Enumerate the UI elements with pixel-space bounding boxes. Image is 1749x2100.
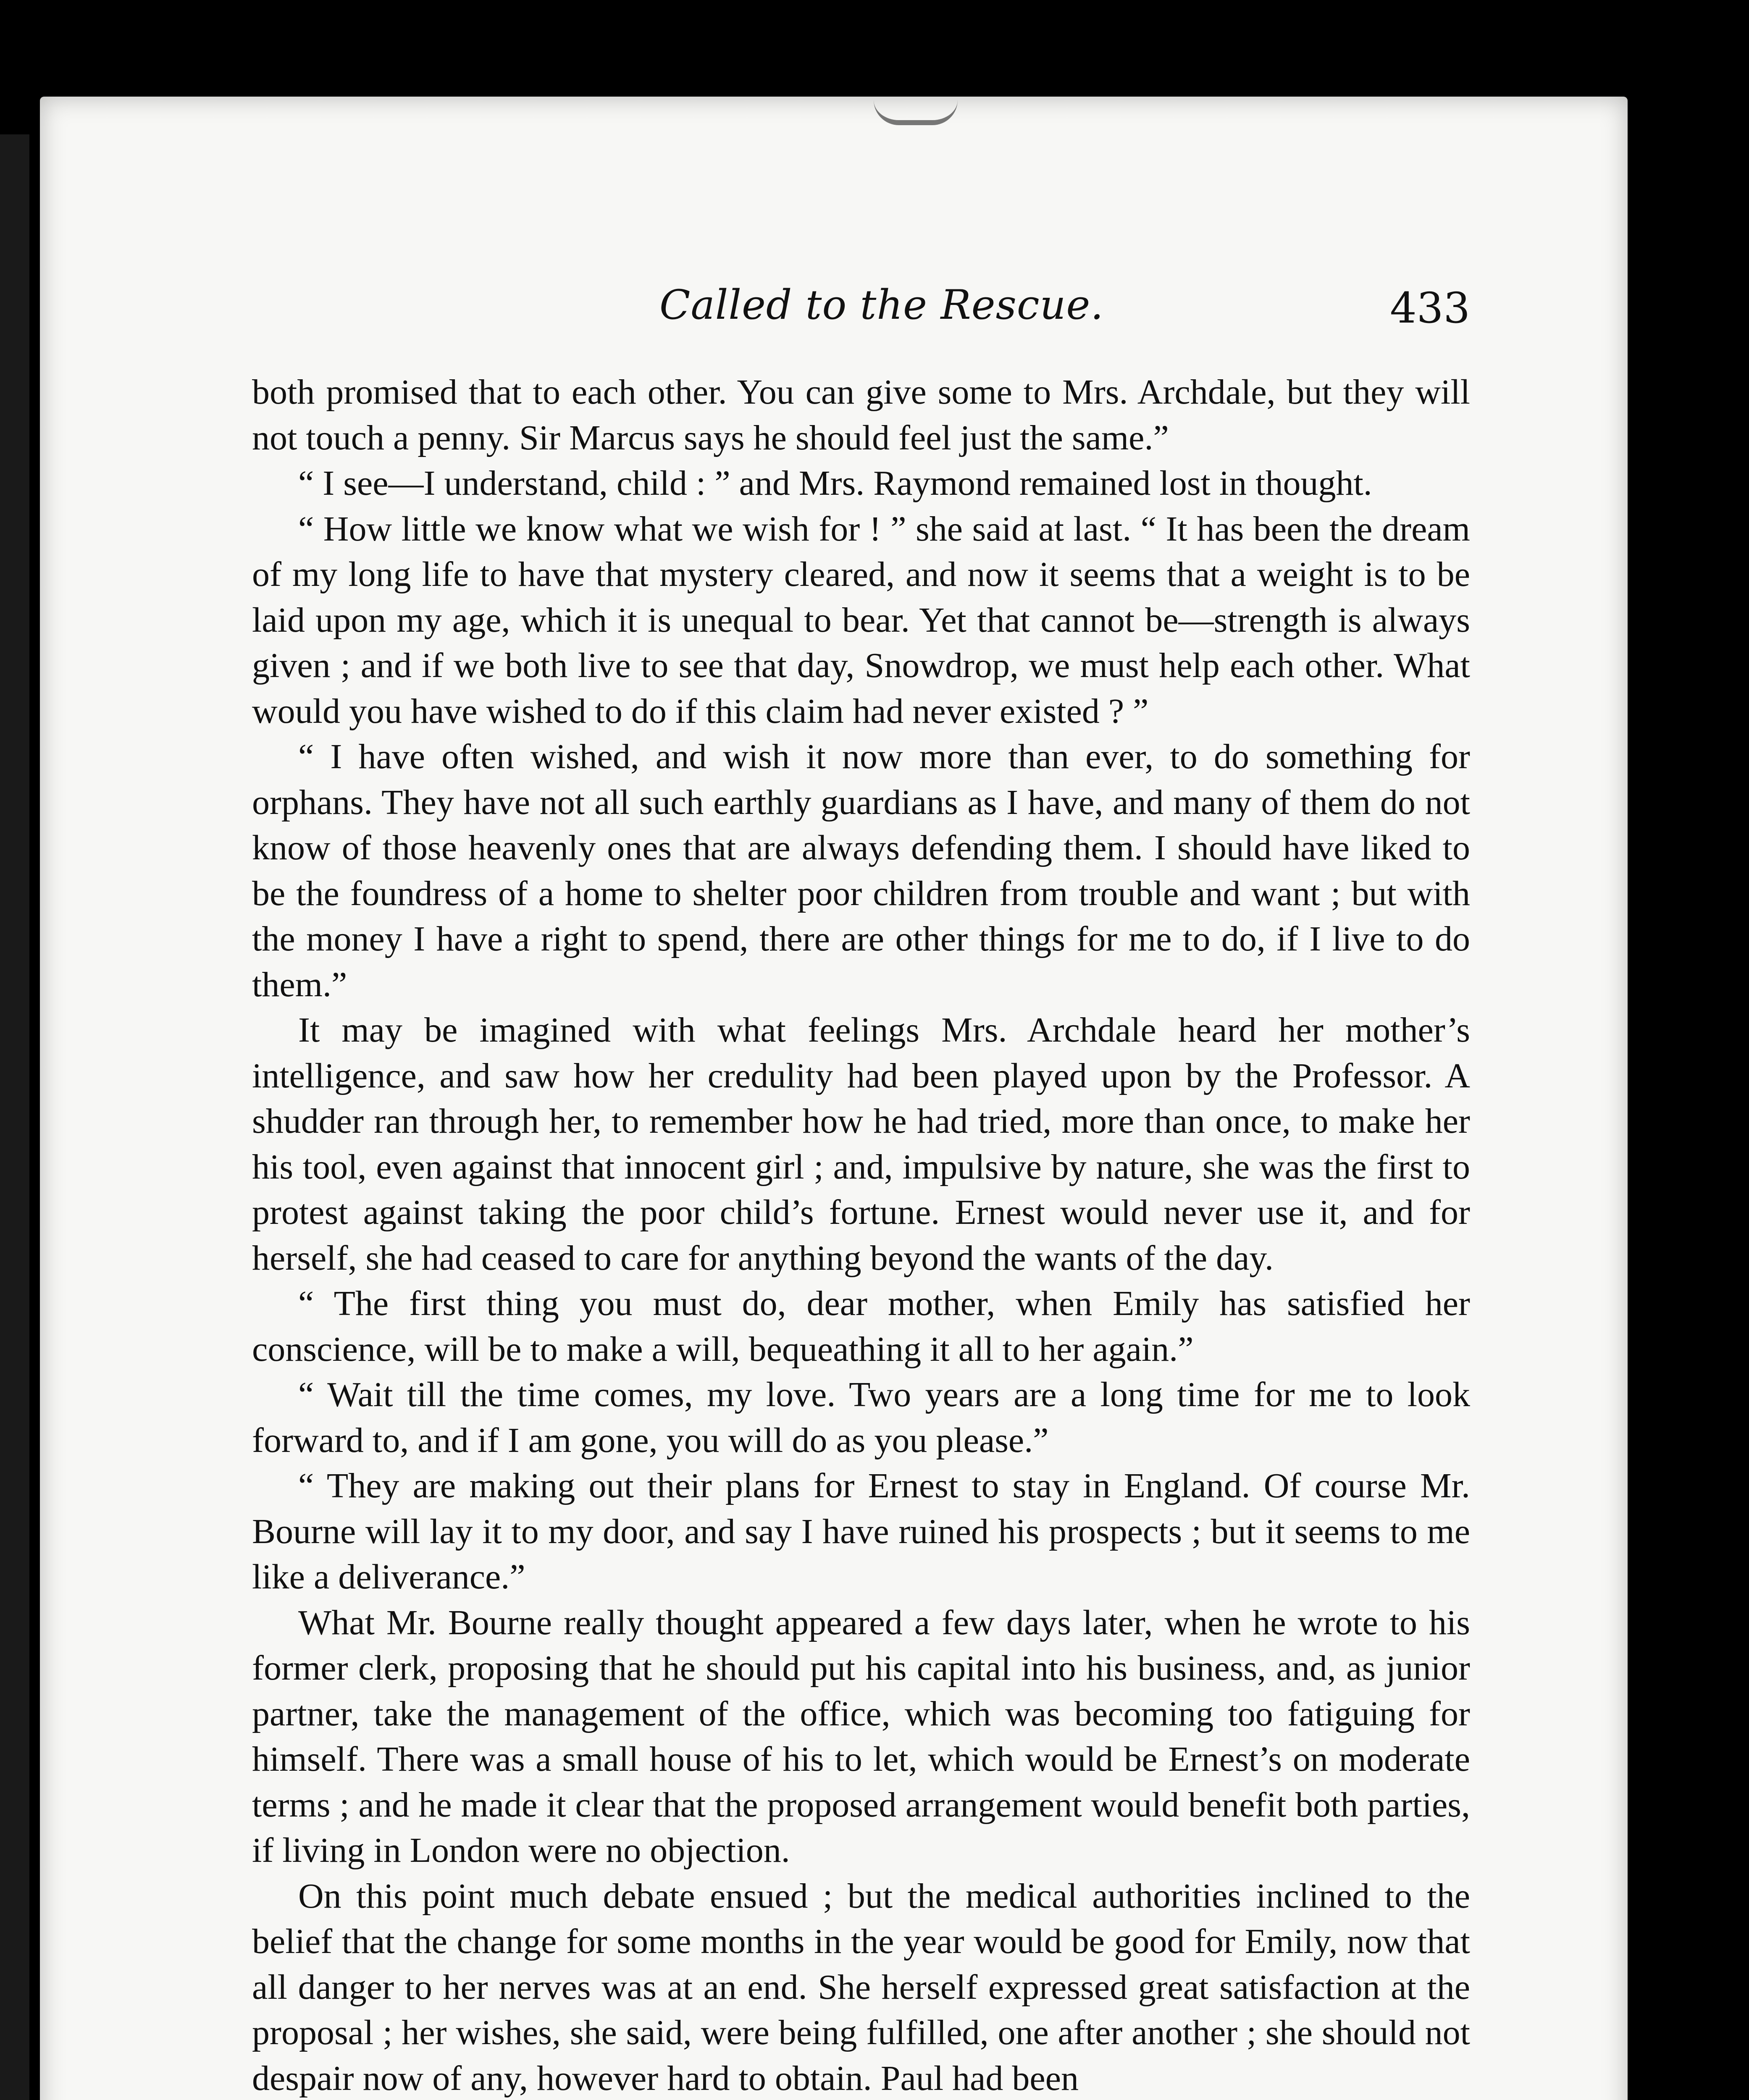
paragraph: What Mr. Bourne really thought appeared a few days later, when he wrote to his former clerk, proposing that he should put his capital into his business, and, as junior partner, take the management of the office, which was becoming too fatiguing for himself. There was a small house of his to let, which would be Ernest’s on moderate terms ; and he made it clear that the proposed arrangement would benefit both parties, if living in London were no objection.	[252, 1603, 1470, 1870]
body-text	[252, 370, 1470, 2100]
binding-mark	[874, 99, 958, 125]
paragraph: “ They are making out their plans for Ernest to stay in England. Of course Mr. Bourne will lay it to my door, and say I have ruined his prospects ; but it seems to me like a deliverance.”	[252, 1466, 1470, 1596]
book-spine-edge	[0, 134, 29, 2100]
page-header	[260, 273, 1470, 336]
page-number: 433	[1390, 284, 1470, 333]
paragraph: “ Wait till the time comes, my love. Two years are a long time for me to look forward to, and if I am gone, you will do as you please.”	[252, 1375, 1470, 1460]
paragraph: “ The first thing you must do, dear mother, when Emily has satisfied her conscience, will be to make a will, bequeathing it all to her again.”	[252, 1284, 1470, 1369]
paragraph: both promised that to each other. You can give some to Mrs. Archdale, but they will not touch a penny. Sir Marcus says he should feel just the same.”	[252, 373, 1470, 457]
paragraph: On this point much debate ensued ; but the medical authorities inclined to the belief that the change for some months in the year would be good for Emily, now that all danger to her nerves was at an end. She herself expressed great satisfaction at the proposal ; her wishes, she said, were being fulfilled, one after another ; she should not despair now of any, however hard to obtain. Paul had been	[252, 1876, 1470, 2098]
paragraph: “ I see—I understand, child : ” and Mrs. Raymond remained lost in thought.	[298, 464, 1372, 503]
paragraph: “ I have often wished, and wish it now more than ever, to do something for orphans. They have not all such earthly guardians as I have, and many of them do not know of those heavenly ones that are always defending them. I should have liked to be the foundress of a home to shelter poor children from trouble and want ; but with the money I have a right to spend, there are other things for me to do, if I live to do them.”	[252, 737, 1470, 1004]
running-title: Called to the Rescue.	[659, 281, 1104, 328]
paragraph: “ How little we know what we wish for ! ” she said at last. “ It has been the dream of my long life to have that mystery cleared, and now it seems that a weight is to be laid upon my age, which it is unequal to bear. Yet that cannot be—strength is always given ; and if we both live to see that day, Snowdrop, we must help each other. What would you have wished to do if this claim had never existed ? ”	[252, 509, 1470, 731]
paragraph: It may be imagined with what feelings Mrs. Archdale heard her mother’s intelligence, and saw how her credulity had been played upon by the Professor. A shudder ran through her, to remember how he had tried, more than once, to make her his tool, even against that innocent girl ; and, impulsive by nature, she was the first to protest against taking the poor child’s fortune. Ernest would never use it, and for herself, she had ceased to care for anything beyond the wants of the day.	[252, 1011, 1470, 1278]
